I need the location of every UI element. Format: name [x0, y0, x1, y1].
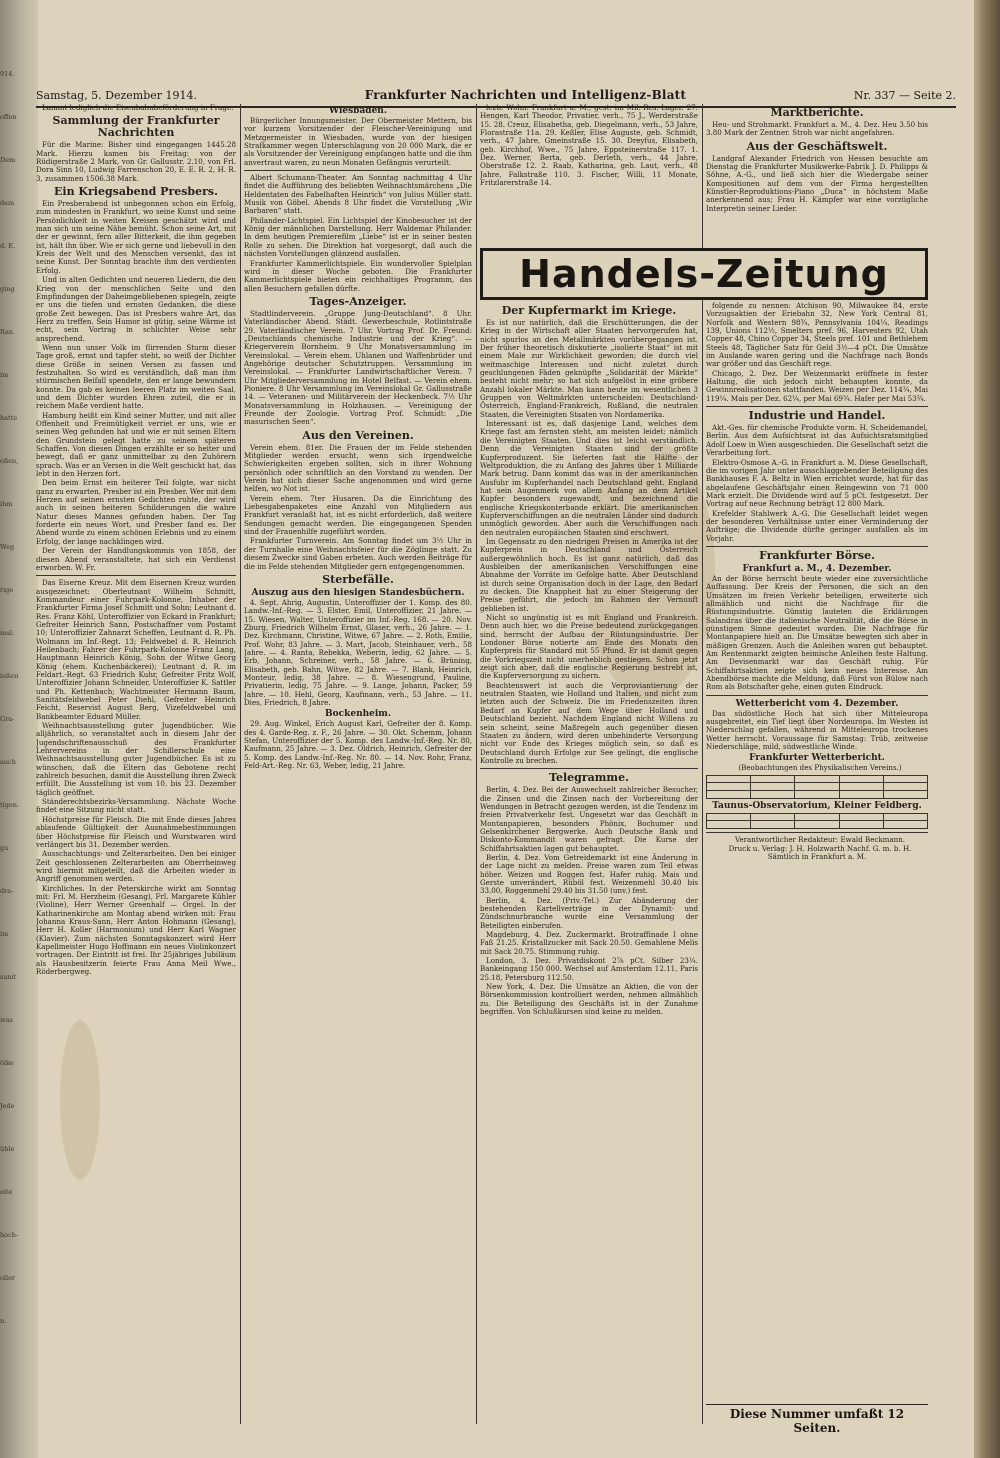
- death-notices: 29. Aug. Winkel, Erich August Karl, Gefreiter der 8. Komp. des 4. Garde-Reg. z. F., 26 Jahre. — 30. Okt. Schemm, Johann Stefan, Unteroffizier der 5. Komp. des Landw.-Inf.-Reg. Nr. 80, Kaufmann, 25 Jahre. — 3. Dez. Oldrich, Heinrich, Gefreiter der 5. Komp. des Landw.-Inf.-Reg. Nr. 80. — 14. Nov. Rohr, Franz, Feld-Art.-Reg. Nr. 63, Weber, ledig, 21 Jahre.: [244, 719, 472, 771]
- section-heading: Der Kupfermarkt im Kriege.: [501, 304, 677, 317]
- column-commerce-left: [480, 302, 698, 1420]
- news-item: Frankfurter Kammerlichtspiele. Ein wundervoller Spielplan wird in dieser Woche geboten. Die Frankfurter Kammerlichtspiele bieten ein reichhaltiges Programm, das allen Besuchern gefallen dürfte.: [244, 258, 472, 293]
- article-paragraph: Beachtenswert ist auch die Verproviantierung der neutralen Staaten, wie Holland und Italien, und nicht zum letzten auch der Schweiz. Die im Friedenszeiten ihren Bedarf an Kupfer auf dem Wege über Holland und Deutschland bezieht. Nachdem England nicht Willens zu sein scheint, seine Maßregeln auch gegenüber diesen Staaten zu ändern, wird deren unbehinderte Versorgung nicht vor Ende des Krieges möglich sein, so daß es Deutschland durch Erfolge zur See gelingt, die englische Kontrolle zu brechen.: [480, 680, 698, 765]
- article-paragraph: Interessant ist es, daß dasjenige Land, welches dem Kriege fast am fernsten steht, am meisten leidet: nämlich die Vereinigten Staaten. Und dies ist leicht verständlich. Denn die Vereinigten Staaten sind der größte Kupferproduzent. Sie lieferten fast die Hälfte der Weltproduktion, die zu Anfang des Jahres über 1 Milliarde Mark betrug. Dann kommt das was in der amerikanischen Ausfuhr im Kupferhandel nach Deutschland geht. England hat sein Augenmerk von allem Anfang an dem Artikel Kupfer besonders zugewandt, und bezeichnend die englische Kriegskonterbande erklärt. Die amerikanischen Kupferverschiffungen an die neutralen Länder sind dadurch unmöglich geworden. Aber auch die Verschiffungen nach den neutralen europäischen Staaten sind erschwert.: [480, 419, 698, 537]
- news-item: Elektro-Osmose A.-G. in Frankfurt a. M. Diese Gesellschaft, die im vorigen Jahr unter ausschlaggebender Beteiligung des Bankhauses F. A. Beltz in Wien errichtet wurde, hat für das abgelaufene Geschäftsjahr einen Reingewinn von 71 000 Mark erzielt. Die Dividende wird auf 5 pCt. festgesetzt. Der Vortrag auf neue Rechnung beträgt 12 800 Mark.: [706, 457, 928, 509]
- weather-report: Das südöstliche Hoch hat sich über Mitteleuropa ausgebreitet, ein Tief liegt über Nordeuropa. Im Westen ist Niederschlag gefallen, während in Mitteleuropa trockenes Wetter herrscht. Voraussage für Samstag: Trüb, zeitweise Niederschläge, mild, südwestliche Winde.: [706, 708, 928, 752]
- column-rule: [702, 104, 703, 1424]
- table-cell: [751, 813, 795, 821]
- table-cell: [795, 813, 839, 821]
- donation-list: Für die Marine: Bisher sind eingegangen 1445.28 Mark. Hierzu kamen bis Freitag: von der Rüdigerstraße 2 Mark, von Gr. Gallusstr. 2.10, von Frl. Dora Sinn 10, Ludwig Farrenschon 20, E. E. R. 2, H. R. 3, zusammen 1506.38 Mark.: [36, 140, 236, 183]
- divider: [706, 546, 928, 547]
- article-paragraph: Es ist nur natürlich, daß die Erschütterungen, die der Krieg in der Wirtschaft aller Staaten hervorgerufen hat, nicht spurlos an den Metallmärkten vorübergegangen ist. Der früher theoretisch diskutierte „isolierte Staat“ ist mit einem Male zur Wirklichkeit geworden; die durch viel weitmaschige Interessen und nicht zuletzt durch geschlungenen Fäden geknüpfte „Solidarität der Märkte“ besteht nicht mehr; so hat sich aufgelöst in eine gröbere Anzahl lokaler Märkte. Man kann heute im wesentlichen 3 Gruppen von Weltmärkten unterscheiden: Deutschland-Österreich, England-Frankreich, Rußland, die neutralen Staaten, die Vereinigten Staaten von Nordamerika.: [480, 318, 698, 419]
- table-cell: [839, 821, 883, 829]
- divider: [706, 695, 928, 696]
- section-heading: Aus den Vereinen.: [302, 428, 414, 442]
- event-listing: Stadtlinderverein. „Gruppe Jung-Deutschland“. 8 Uhr. Vaterländischer Abend. Städt. Gewerbeschule, Rotlintstraße 29. Vaterländischer Verein. 7 Uhr. Vortrag Prof. Dr. Freund: „Deutschlands chemische Industrie und der Krieg“. — Kriegerverein Bornheim. 9 Uhr Monatsversammlung im Vereinslokal. — Verein ehem. Uhlanen und Waffenbrüder und Angehörige deutscher Schutztruppen. Versammlung im Vereinslokal. — Frankfurter Landwirtschaftlicher Verein. 7 Uhr Mitgliederversammlung im Hotel Belfast. — Verein ehem. Pioniere. 8 Uhr Versammlung im Vereinslokal Gr. Gallusstraße 14. — Veteranen- und Militärverein der Heckenbeck. 7½ Uhr Monatsversammlung in Holzhausen. — Vereinigung der Freunde der Zoologie. Vortrag Prof. Schmidt: „Die masurischen Seen“.: [244, 308, 472, 427]
- news-item: Landgraf Alexander Friedrich von Hessen besuchte am Dienstag die Frankfurter Musikwerke-Fabrik J. D. Philipps & Söhne, A.-G., und ließ sich hier die Wiedergabe seiner Kompositionen auf dem von der Firma hergestellten Künstler-Reproduktions-Piano „Duca“ in höchstem Maße anerkennend aus; Frau H. Kämpfer war eine vorzügliche Interpretin seiner Lieder.: [706, 153, 928, 213]
- gutter-fragment: dem: [0, 199, 15, 207]
- article-paragraph: Und in alten Gedichten und neueren Liedern, die den Krieg von der menschlichen Seite und den Empfindungen der Daheimgebliebenen spiegeln, zeigte er uns die tiefen und ernsten Gedanken, die diese große Zeit bewegen. Das ist Presbers wahre Art, das Herz zu treffen. Sein Humor ist gütig, seine Wärme ist echt, sein Vortrag in schlichter Weise sehr ansprechend.: [36, 275, 236, 343]
- news-item: Krefelder Stahlwerk A.-G. Die Gesellschaft leidet wegen der besonderen Verhältnisse unter einer Verminderung der Aufträge; die Dividende dürfte geringer ausfallen als im Vorjahr.: [706, 508, 928, 543]
- section-heading: Aus der Geschäftswelt.: [746, 139, 888, 153]
- table-cell: [839, 775, 883, 783]
- article-paragraph: Nicht so ungünstig ist es mit England und Frankreich. Denn auch hier, wo die Preise bedeutend zurückgegangen sind, herrscht der Aufbau der Rüstungsindustrie. Der Londoner Börse notierte am Ende des Monats den Kupferpreis für Standard mit 55 Pfund. Er ist damit gegen die Vorkriegszeit nicht unerheblich gestiegen. Schon jetzt zeigt sich aber, daß die englische Regierung bestrebt ist, die Kupferversorgung zu sichern.: [480, 613, 698, 681]
- section-heading: Marktberichte.: [770, 106, 864, 119]
- table-cell: [707, 821, 751, 829]
- news-item: Bürgerlicher Innungsmeister. Der Obermeister Mettern, bis vor kurzem Vorsitzender der Fleischer-Vereinigung und Metzgermeister in Wiesbaden, wurde von der hiesigen Strafkammer wegen Unterschlagung von 20 000 Mark, die er als Vorsitzender der Vereinigung empfangen hatte und die ihm anvertraut waren, zu neun Monaten Gefängnis verurteilt.: [244, 116, 472, 167]
- news-item: Philander-Lichtspiel. Ein Lichtspiel der Kinobesucher ist der König der männlichen Darstellung. Herr Waldemar Philander. In dem heutigen Premierefilm „Liebe“ ist er in seiner besten Rolle zu sehen. Die Direktion hat vorgesorgt, daß auch die nächsten Vorstellungen glänzend ausfallen.: [244, 215, 472, 259]
- column-regional-news: [244, 104, 472, 1424]
- gutter-fragment: d. E.: [0, 242, 16, 250]
- gutter-fragment: Gra-: [0, 715, 15, 723]
- gutter-fragment: im: [0, 930, 9, 938]
- section-heading: Industrie und Handel.: [748, 409, 886, 423]
- gutter-fragment: ihm: [0, 500, 13, 508]
- column-rule: [240, 104, 241, 1424]
- telegram-item: New York, 4. Dez. Die Umsätze an Aktien, die von der Börsenkommission kontrolliert werden, nehmen allmählich zu. Die Beteiligung des Geschäfts ist in der Zunahme begriffen. Von Schlußkursen sind keine zu melden.: [480, 982, 698, 1017]
- section-subheading: (Beobachtungen des Physikalischen Vereins.): [738, 763, 902, 773]
- death-notices: lezte Wohn. Frankfurt a. M., gest. im Mil.-Res.-Lager. 27. Hengen, Karl Theodor, Privatier, verh., 75 J., Werderstraße 15. 28. Creuz, Elisabetha, geb. Diegelmann, verh., 53 Jahre, Florastraße 11a. 29. Keßler, Elise Auguste, geb. Schmidt, verh., 47 Jahre, Gmeinstraße 15. 30. Dreyfus, Elisabeth, geb. Kirchhof, Wwe., 75 Jahre, Eppsteinerstraße 117. 1. Dez. Werner, Berta, geb. Derleth, verh., 44 Jahre, Oberstraße 12. 2. Raab, Katharina, geb. Laut, verh., 48 Jahre, Falkstraße 110. 3. Fischer, Willi, 11 Monate, Fritzlarerstraße 14.: [480, 104, 698, 188]
- article-paragraph: Wenn nun unser Volk im flirrenden Sturm dieser Tage groß, ernst und tapfer steht, so weiß der Dichter diese Größe in seinen Versen zu fassen und festzuhalten. So wird es verständlich, daß man ihm stürmischen Beifall spendete, den er lange bewundern konnte. Da gab es keinen leeren Platz im weiten Saal, und dem Dichter wurden Ehren zuteil, die er in reichem Maße verdient hatte.: [36, 342, 236, 411]
- news-item: Verein ehem. 81er. Die Frauen der im Felde stehenden Mitglieder werden ersucht, wenn sich irgendwelche Schwierigkeiten ergeben sollten, sich in ihrer Wohnung persönlich oder schriftlich an den Vorstand zu wenden. Der Verein hat sich dieser Sache angenommen und wird gerne helfen, wo Not ist.: [244, 442, 472, 494]
- section-heading: Taunus-Observatorium, Kleiner Feldberg.: [712, 800, 922, 811]
- section-heading: Ein Kriegsabend Presbers.: [54, 185, 218, 199]
- gutter-fragment: im: [0, 371, 9, 379]
- table-cell: [839, 813, 883, 821]
- table-cell: [883, 821, 927, 829]
- column-rule: [476, 104, 477, 1424]
- gutter-fragment: oller: [0, 1274, 16, 1282]
- gutter-fragment: mal.: [0, 629, 15, 637]
- gutter-fragment: hoch-: [0, 1231, 19, 1239]
- gutter-fragment: ölke: [0, 1059, 14, 1067]
- news-item: Kirchliches. In der Peterskirche wirkt am Sonntag mit: Frl. M. Herzheim (Gesang), Frl. Margarete Kühler (Violine), Herr Werner Greenhalf — Orgel. In der Katharinenkirche am Montag abend wirken mit: Frau Johanna Kraus-Sann, Herr Anton Hohmann (Gesang), Herr H. Koller (Harmonium) und Herr Karl Wagner (Klavier). Zum nächsten Sonntagskonzert wird Herr Kapellmeister Hugo Hoffmann ein neues Violinkonzert vortragen. Der Eintritt ist frei. Ihr 25jähriges Jubiläum als Hausbesitzerin feierte Frau Anna Meil Wwe., Röderbergweg.: [36, 883, 236, 976]
- section-heading: Frankfurter Börse.: [759, 548, 875, 562]
- section-heading: Sterbefälle.: [322, 572, 394, 586]
- table-cell: [707, 775, 751, 783]
- gutter-fragment: eßen,: [0, 457, 19, 465]
- imprint-publisher: Druck u. Verlag: J. H. Holzwarth Nachf. G. m. b. H. Sämtlich in Frankfurt a. M.: [728, 844, 912, 862]
- gutter-fragment: hatte: [0, 414, 18, 422]
- table-cell: [795, 791, 839, 799]
- news-item: Heu- und Strohmarkt. Frankfurt a. M., 4. Dez. Heu 3.50 bis 3.80 Mark der Zentner. Stroh war nicht angefahren.: [706, 120, 928, 138]
- gutter-fragment: Weg: [0, 543, 15, 551]
- gutter-fragment: rige: [0, 586, 14, 594]
- column-local-news: [36, 104, 236, 1424]
- news-item: Verein ehem. 7ter Husaren. Da die Einrichtung des Liebesgabenpaketes eine Anzahl von Mitgliedern aus Frankfurt veranlaßt hat, ist es nicht erforderlich, daß weitere Sendungen gemacht werden. Die eingegangenen Spenden sind der Frauenhilfe zugeführt worden.: [244, 493, 472, 537]
- section-heading: Wetterbericht vom 4. Dezember.: [735, 698, 899, 709]
- table-cell: [751, 821, 795, 829]
- gutter-fragment: ießen: [0, 672, 19, 680]
- divider: [36, 575, 236, 576]
- table-cell: [883, 791, 927, 799]
- gutter-fragment: Ran: [0, 328, 14, 336]
- divider: [706, 832, 928, 833]
- gutter-fragment: n.: [0, 1317, 7, 1325]
- observatory-table: [706, 813, 928, 829]
- table-cell: [707, 813, 751, 821]
- column-commerce-right: [706, 302, 928, 1420]
- previous-page-fragments: [0, 0, 36, 1458]
- table-cell: [883, 783, 927, 791]
- gutter-fragment: was: [0, 1016, 13, 1024]
- article-paragraph: folgende zu nennen: Atchison 90, Milwaukee 84, erste Vorzugsaktien der Eriebahn 32, New York Central 81, Norfolk and Western 98¾, Pennsylvania 104¼, Readings 139, Unions 112½, Smelters pref. 96, Harvesters 92, Utah Copper 48, Chino Copper 34, Steels pref. 101 und Bethlehem Steels 48, Täglicher Satz für Geld 3½—4 pCt. Die Umsätze im Auslande waren gering und die Nachfrage nach Bonds war größer und das Geschäft rege.: [706, 302, 928, 369]
- column-market-reports: [706, 104, 928, 246]
- issue-number: Nr. 337 — Seite 2.: [853, 88, 956, 102]
- table-cell: [839, 783, 883, 791]
- gutter-fragment: Jede: [0, 1102, 15, 1110]
- section-heading: Tages-Anzeiger.: [309, 294, 407, 308]
- gutter-fragment: sanit: [0, 973, 17, 981]
- news-item: Ständerechtsbezirks-Versammlung. Nächste Woche findet eine Sitzung nicht statt.: [36, 797, 236, 815]
- news-item: Das Eiserne Kreuz. Mit dem Eisernen Kreuz wurden ausgezeichnet: Oberleutnant Wilhelm Schmitt, Kommandeur einer Fuhrpark-Kolonne, Inhaber der Frankfurter Firma Josef Schmitt und Sohn; Leutnant d. Res. Franz Köhl, Unteroffizier von Eckard in Frankfurt; Gefreiter Heinrich Sann, Postschaffner vom Postamt 10; Unteroffizier Zahnarzt Scheffen, Leutnant d. R. Ph. Wolmann im Inf.-Regt. 13; Feldwebel d. R. Heinrich Heilenbach; Fahrer der Fuhrpark-Kolonne Franz Lang, Hauptmann Heinrich König, Sohn der Witwe Georg König (ehem. Kuchenbäckerei); Leutnant d. R. im Feldart.-Regt. 63 Friedrich Kuhr, Gefreiter Fritz Wolf, Unteroffizier Johann Schneider, Unteroffizier K. Sattler und Ph. Kettenbach; Wachtmeister Hermann Baum, Sanitätsfeldwebel Peter Diehl, Gefreiter Heinrich Feicht, Reservist August Berg, Vizefeldwebel und Bankbeamter Eduard Müller.: [36, 578, 236, 721]
- page-edge-stack: [974, 0, 1000, 1458]
- news-item: Weihnachtsausstellung guter Jugendbücher. Wie alljährlich, so veranstaltet auch in diesem Jahr der Jugendschriftenausschuß des Frankfurter Lehrervereins in der Schillerschule eine Weihnachtsausstellung guter Jugendbücher. Es ist zu wünschen, daß die Eltern das Gebotene recht zahlreich besuchen, damit die Ausstellung ihren Zweck erfüllt. Die Ausstellung ist vom 10. bis 23. Dezember täglich geöffnet.: [36, 721, 236, 797]
- section-heading: Sammlung der Frankfurter Nachrichten: [52, 114, 220, 140]
- telegram-item: Berlin, 4. Dez. Vom Getreidemarkt ist eine Änderung in der Lage nicht zu melden. Preise waren zum Teil etwas höher. Weizen und Roggen fest. Hafer ruhig. Mais und Gerste unverändert. Rüböl fest. Weizenmehl 30.40 bis 33.00, Roggenmehl 29.40 bis 31.50 (unv.) fest.: [480, 852, 698, 896]
- telegram-item: Berlin, 4. Dez. Bei der Auswechselt zahlreicher Besucher, die Zinsen und die Zinsen nach der Vorbereitung der Wendungen in Betracht gezogen werden, ist die Tendenz im freien Privatverkehr fest. Ungesetzt war das Geschäft in Montanpapieren, besonders Phönix, Bochumer und Gelsenkirchener Bergwerke. Auch Deutsche Bank und Diskonto-Kommandit waren gefragt. Die Kurse der Schiffahrtsaktien lagen gut behauptet.: [480, 785, 698, 853]
- death-notices: 4. Sept. Ahrig, Augustin, Unteroffizier der 1. Komp. des 80. Landw.-Inf.-Reg. — 3. Elster, Emil, Unteroffizier, 21 Jahre. — 15. Wiesen, Walter, Unteroffizier im Inf.-Reg. 168. — 20. Nov. Zburg, Friedrich Wilhelm Ernst, Glaser, verh., 26 Jahre. — 1. Dez. Kirchmann, Christine, Witwe, 67 Jahre. — 2. Roth, Emilie, Prof. Wohr, 83 Jahre. — 3. Mart, Jacob, Steinhauer, verh., 58 Jahre. — 4. Ranta, Rebekka, Weberin, ledig, 62 Jahre. — 5. Erb, Johann, Schreiner, verh., 58 Jahre. — 6. Brüning, Elisabeth, geb. Bahn, Witwe, 82 Jahre. — 7. Blank, Heinrich, Monteur, ledig, 38 Jahre. — 8. Wiesengrund, Pauline, Privatierin, ledig, 75 Jahre. — 9. Lange, Johann, Packer, 59 Jahre. — 10. Hehl, Georg, Kaufmann, verh., 53 Jahre. — 11. Dies, Friedrich, 8 Jahre.: [244, 597, 472, 707]
- newspaper-title: Frankfurter Nachrichten und Intelligenz-Blatt: [364, 88, 687, 102]
- gutter-fragment: tigen.: [0, 801, 19, 809]
- article-paragraph: Der Verein der Handlungskommis von 1858, der diesen Abend veranstaltete, hat sich ein Verdienst erworben. W. Fr.: [36, 546, 236, 572]
- gutter-fragment: 914.: [0, 70, 15, 78]
- divider: [244, 170, 472, 171]
- gutter-fragment: offen: [0, 113, 17, 121]
- news-item: Ausschachtungs- und Zelterarbeiten. Den bei einiger Zeit geschlossenen Zelterarbeiten am Oberrheinweg wird hiermit mitgeteilt, daß die Arbeiten wieder in Angriff genommen werden.: [36, 849, 236, 884]
- section-subheading: Frankfurt a. M., 4. Dezember.: [742, 563, 892, 574]
- gutter-fragment: ging: [0, 285, 15, 293]
- table-cell: [707, 791, 751, 799]
- gutter-fragment: gu: [0, 844, 9, 852]
- weather-table: [706, 775, 928, 799]
- news-item: Frankfurter Turnverein. Am Sonntag findet um 3½ Uhr in der Turnhalle eine Weihnachtsfeier für die Zöglinge statt. Zu diesem Zwecke sind Gaben erbeten. Auch werden Beiträge für die im Felde stehenden Mitglieder gern entgegengenommen.: [244, 536, 472, 571]
- article-fragment: Lammt lediglich die Eisenbahnbeförderung in Frage.: [42, 104, 234, 112]
- article-paragraph: Im Gegensatz zu den niedrigen Preisen in Amerika ist der Kupferpreis in Deutschland und Österreich außergewöhnlich hoch. Es ist ganz natürlich, daß das Ausbleiben der amerikanischen Verschiffungen eine Abnahme der Vorräte im Gefolge hatte. Aber Deutschland ist durch seine Organisation doch in der Lage, den Bedarf zu decken. Die Knappheit hat zu einer Steigerung der Preise geführt, die jedoch im Rahmen der Vernunft geblieben ist.: [480, 536, 698, 613]
- gutter-fragment: Dem: [0, 156, 16, 164]
- table-cell: [795, 783, 839, 791]
- gutter-fragment: auch: [0, 758, 16, 766]
- article-paragraph: Hamburg heißt ein Kind seiner Mutter, und mit aller Offenheit und Freimütigkeit verriet er uns, wie er seinen Weg gefunden hat und wie er mit seinen Eltern den Grundstein gelegt hatte zu seinem späteren Schaffen. Von diesen Dingen erzählte er so heiter und bewegt, daß er ganz unmittelbar zu den Zuhörern sprach. Was er an Versen in die Welt geschickt hat, das lebt in den Herzen fort.: [36, 410, 236, 479]
- table-cell: [795, 821, 839, 829]
- section-heading: Frankfurter Wetterbericht.: [749, 753, 885, 764]
- telegram-item: Berlin, 4. Dez. (Priv.-Tel.) Zur Abänderung der bestehenden Kartellverträge in der Dynamit- und Zündschnurbranche wurde eine Versammlung der Beteiligten einberufen.: [480, 895, 698, 930]
- table-cell: [751, 791, 795, 799]
- gutter-fragment: dra-: [0, 887, 14, 895]
- section-heading: Telegramme.: [549, 771, 629, 785]
- imprint-editor: Verantwortlicher Redakteur: Ewald Beckmann.: [734, 834, 906, 844]
- news-item: Höchstpreise für Fleisch. Die mit Ende dieses Jahres ablaufende Gültigkeit der Ausnahmebestimmungen über Höchstpreise für Fleisch und Wurstwaren wird verlängert bis 31. Dezember werden.: [36, 814, 236, 849]
- section-heading: Wiesbaden.: [329, 106, 387, 116]
- table-cell: [883, 813, 927, 821]
- handels-zeitung-banner: Handels-Zeitung: [480, 248, 928, 300]
- news-item: Albert Schumann-Theater. Am Sonntag nachmittag 4 Uhr findet die Aufführung des beliebten Weihnachtsmärchens „Die Heldentaten des Fabelhaften Heinrich“ von Julius Müller statt. Musik von Göbel. Abends 8 Uhr findet die Vorstellung „Wir Barbaren“ statt.: [244, 173, 472, 216]
- table-cell: [883, 775, 927, 783]
- table-cell: [795, 775, 839, 783]
- table-cell: [751, 775, 795, 783]
- divider: [480, 768, 698, 769]
- news-item: Akt.-Ges. für chemische Produkte vorm. H. Scheidemandel, Berlin. Aus dem Aufsichtsrat ist das Aufsichtsratsmitglied Adolf Loew in Wien ausgeschieden. Die Gesellschaft setzt die Verarbeitung fort.: [706, 423, 928, 458]
- page-count-notice: Diese Nummer umfaßt 12 Seiten.: [706, 1404, 928, 1435]
- article-paragraph: Chicago, 2. Dez. Der Weizenmarkt eröffnete in fester Haltung, die sich jedoch nicht behaupten konnte, da Gewinnrealisationen stattfanden. Weizen per Dez. 114¼, Mai 119¼. Mais per Dez. 62¼, per Mai 69¾. Hafer per Mai 53¾.: [706, 368, 928, 403]
- article-paragraph: Ein Presberabend ist unbegonnen schon ein Erfolg, zum mindesten in Frankfurt, wo seine Kunst und seine Persönlichkeit in weiten Kreisen geschätzt wird und man sich um seine Nähe bemüht. Schon seine Art, mit der er gewinnt, fern aller Bitterkeit, die ihm gegeben ist, hält ihn über. Wie er sich gerne und liebevoll in den Kreis der Welt und des Menschen versenkt, das ist seine Kunst. Der Sonntag brachte ihm den verdienten Erfolg.: [36, 199, 236, 275]
- table-cell: [751, 783, 795, 791]
- telegram-item: London, 3. Dez. Privatdiskont 2⅞ pCt. Silber 23¼. Bankeingang 150 000. Wechsel auf Amsterdam 12.11, Paris 25.18, Petersburg 112.50.: [480, 956, 698, 982]
- article-paragraph: Den beim Ernst ein heiterer Teil folgte, war nicht ganz zu erwarten, Presber ist ein Presber. Wer mit dem Herzen auf seinen ernsten Gedichten ruhte, der wird auch in seinen heiteren Schilderungen die wahre Natur dieses Mannes gefunden haben. Der Tag forderte ein neues Wort, und Presber fand es. Der Abend wurde zu einem schönen Erlebnis und zu einem Erfolg, der lange nachklingen wird.: [36, 478, 236, 546]
- column-death-list-continued: [480, 104, 698, 246]
- table-cell: [839, 791, 883, 799]
- telegram-item: Magdeburg, 4. Dez. Zuckermarkt. Brotraffinade I ohne Faß 21.25. Kristallzucker mit Sack 20.50. Gemahlene Melis mit Sack 20.75. Stimmung ruhig.: [480, 930, 698, 956]
- section-heading: Bockenheim.: [325, 709, 391, 720]
- article-paragraph: An der Börse herrscht heute wieder eine zuversichtliche Auffassung. Der Kreis der Personen, die sich an den Umsätzen im freien Verkehr beteiligen, erweiterte sich allmählich und nicht die Nachfrage für die Rüstungsindustrie. Günstig lauteten die Erklärungen Salandras über die italienische Neutralität, die die Börse in günstigem Sinne gedeutet wurden. Die Nachfrage für Montanpapiere hielt an. Die Umsätze bewegten sich aber in mäßigen Grenzen. Auch die Anleihen waren gut behauptet. Am Rentenmarkt zeigten heimische Anleihen feste Haltung. Am Devisenmarkt war das Geschäft ruhig. Für Schiffahrtsaktien zeigte sich kein neues Interesse. Am Abendbörse machte die Meldung, daß Fürst von Bülow nach Rom als Botschafter gehe, einen guten Eindruck.: [706, 573, 928, 692]
- issue-date: Samstag, 5. Dezember 1914.: [36, 88, 198, 102]
- gutter-fragment: ühle: [0, 1145, 15, 1153]
- table-cell: [707, 783, 751, 791]
- section-subheading: Auszug aus den hiesigen Standesbüchern.: [251, 587, 465, 598]
- divider: [706, 406, 928, 407]
- gutter-fragment: eite: [0, 1188, 13, 1196]
